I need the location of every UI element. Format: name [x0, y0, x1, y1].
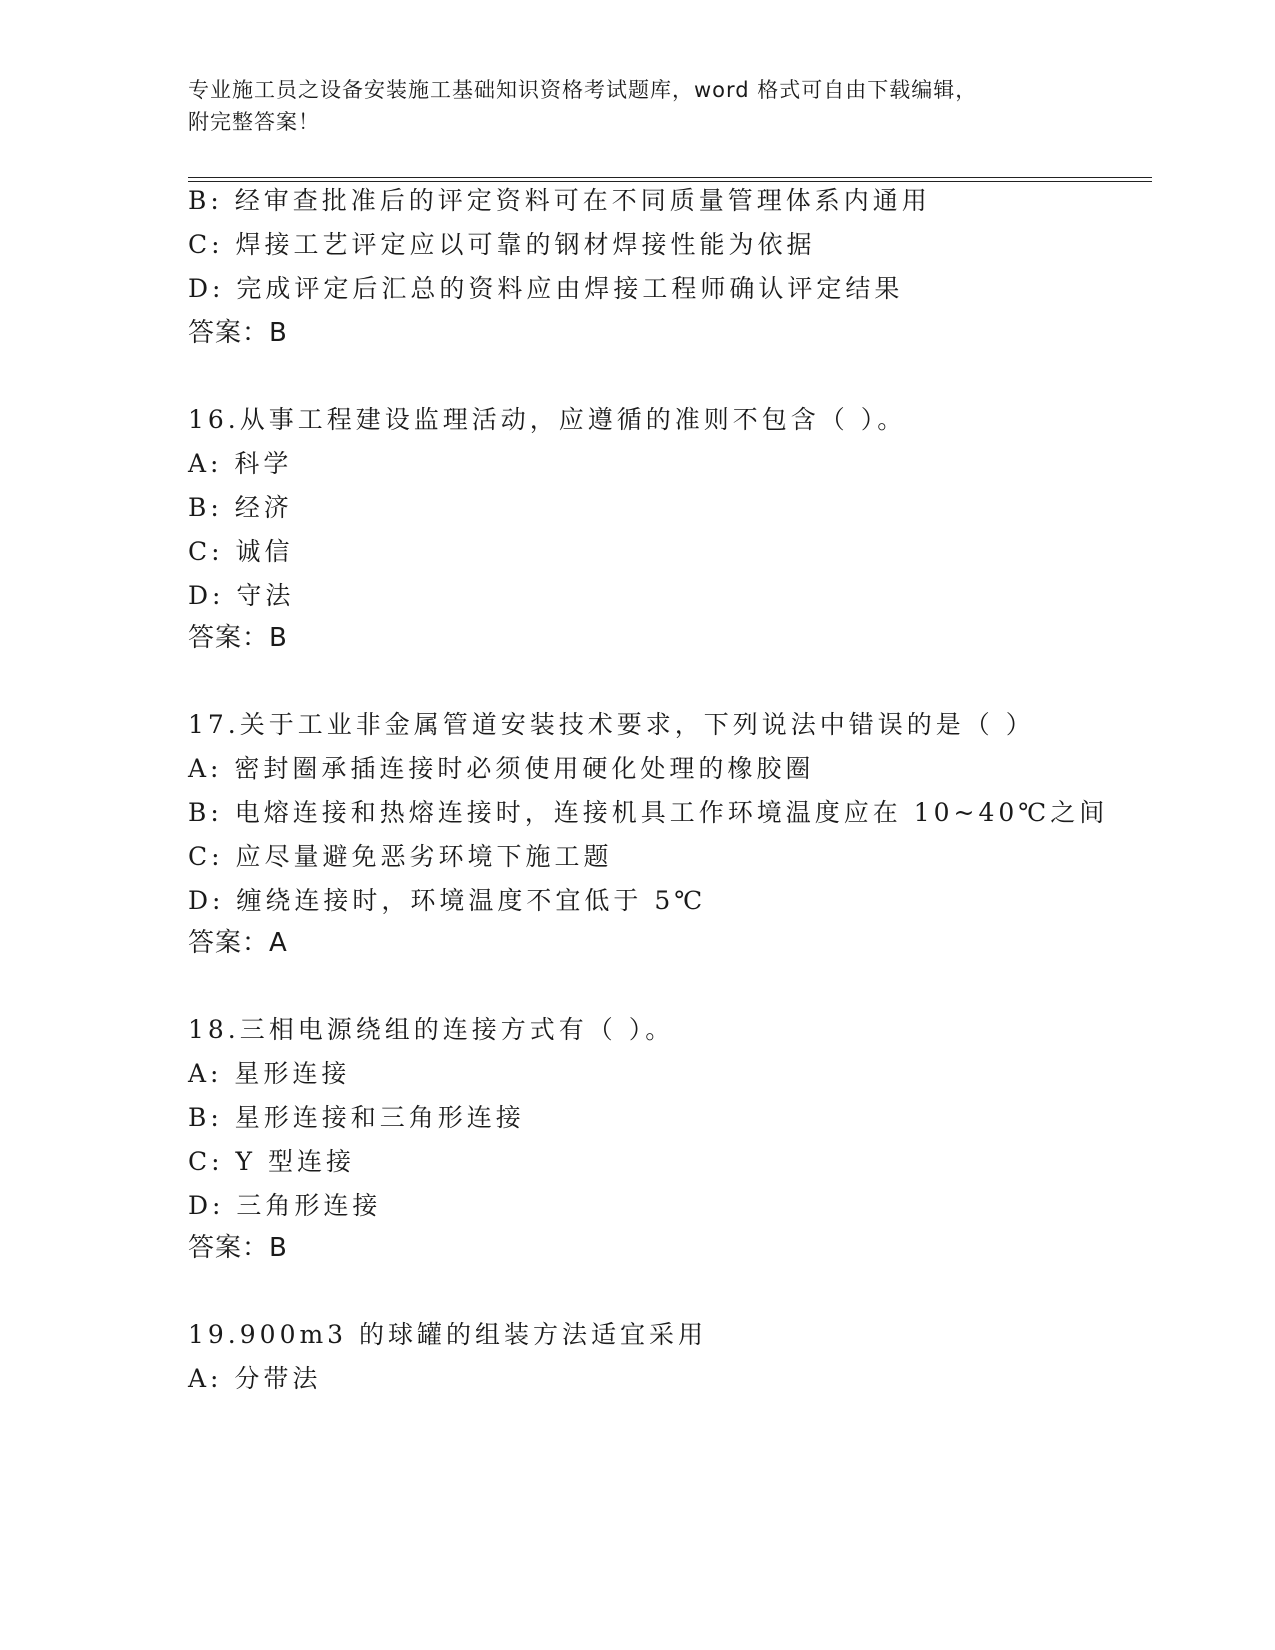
q18-option-a: A: 星形连接	[188, 1059, 351, 1088]
q17-answer: 答案：A	[188, 928, 288, 958]
header-rule-top	[188, 177, 1152, 178]
q18-option-c: C: Y 型连接	[188, 1147, 355, 1176]
q18-option-b: B: 星形连接和三角形连接	[188, 1103, 525, 1132]
q17-option-b: B: 电熔连接和热熔连接时，连接机具工作环境温度应在 10~40℃之间	[188, 798, 1109, 827]
header-rule-bottom	[188, 181, 1152, 182]
q16-option-d: D: 守法	[188, 581, 295, 610]
q17-question: 17.关于工业非金属管道安装技术要求，下列说法中错误的是（ ）	[188, 710, 1035, 739]
q17-option-c: C: 应尽量避免恶劣环境下施工题	[188, 842, 613, 871]
header-line-1: 专业施工员之设备安装施工基础知识资格考试题库，word 格式可自由下载编辑，	[188, 78, 978, 102]
q17-option-a: A: 密封圈承插连接时必须使用硬化处理的橡胶圈	[188, 754, 815, 783]
q18-option-d: D: 三角形连接	[188, 1191, 382, 1220]
q16-answer: 答案：B	[188, 623, 288, 653]
document-header	[188, 74, 1088, 138]
q16-question: 16.从事工程建设监理活动，应遵循的准则不包含（ ）。	[188, 405, 907, 434]
q15-option-b: B: 经审查批准后的评定资料可在不同质量管理体系内通用	[188, 186, 931, 215]
q16-option-a: A: 科学	[188, 449, 293, 478]
q16-option-b: B: 经济	[188, 493, 293, 522]
q19-option-a: A: 分带法	[188, 1364, 322, 1393]
q15-answer: 答案：B	[188, 318, 288, 348]
q15-option-d: D: 完成评定后汇总的资料应由焊接工程师确认评定结果	[188, 274, 904, 303]
q15-option-c: C: 焊接工艺评定应以可靠的钢材焊接性能为依据	[188, 230, 816, 259]
header-line-2: 附完整答案！	[188, 110, 320, 134]
q17-option-d: D: 缠绕连接时，环境温度不宜低于 5℃	[188, 886, 707, 915]
q18-answer: 答案：B	[188, 1233, 288, 1263]
q16-option-c: C: 诚信	[188, 537, 294, 566]
q19-question: 19.900m3 的球罐的组装方法适宜采用	[188, 1320, 708, 1349]
q18-question: 18.三相电源绕组的连接方式有（ ）。	[188, 1015, 675, 1044]
